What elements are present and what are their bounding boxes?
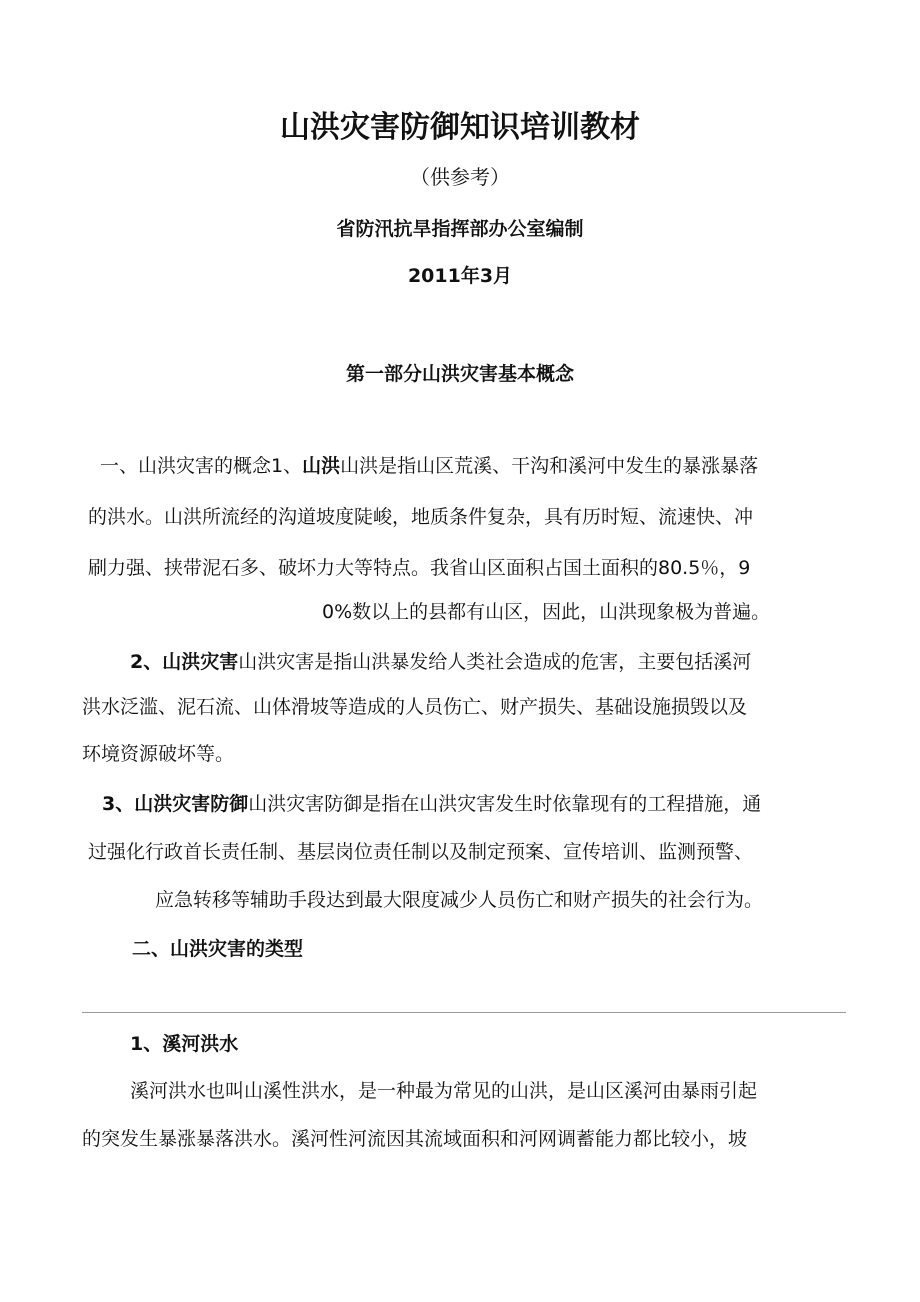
subsection-1-heading: 1、溪河洪水 (130, 1033, 239, 1055)
paragraph-3-line-2: 过强化行政首长责任制、基层岗位责任制以及制定预案、宣传培训、监测预警、 (88, 841, 754, 863)
paragraph-1-term: 山洪 (302, 455, 341, 477)
paragraph-2-line-2: 洪水泛滥、泥石流、山体滑坡等造成的人员伤亡、财产损失、基础设施损毁以及 (82, 696, 748, 718)
paragraph-3-term: 3、山洪灾害防御 (102, 793, 249, 815)
document-subtitle: （供参考） (410, 165, 510, 189)
paragraph-1-prefix: 一、山洪灾害的概念1、 (100, 455, 303, 477)
paragraph-3-line-3: 应急转移等辅助手段达到最大限度减少人员伤亡和财产损失的社会行为。 (155, 889, 764, 911)
paragraph-2-line-1 (130, 648, 751, 676)
paragraph-2-line-3: 环境资源破坏等。 (82, 743, 235, 765)
paragraph-3-text: 山洪灾害防御是指在山洪灾害发生时依靠现有的工程措施，通 (248, 793, 762, 815)
paragraph-1-text: 山洪是指山区荒溪、干沟和溪河中发生的暴涨暴落 (340, 455, 759, 477)
page-divider (82, 1012, 846, 1013)
document-date: 2011年3月 (407, 265, 513, 287)
paragraph-2-text: 山洪灾害是指山洪暴发给人类社会造成的危害，主要包括溪河 (238, 651, 752, 673)
document-title: 山洪灾害防御知识培训教材 (280, 110, 640, 145)
paragraph-1-line-2: 的洪水。山洪所流经的沟道坡度陡峻，地质条件复杂，具有历时短、流速快、冲 (88, 506, 754, 528)
document-author: 省防汛抗旱指挥部办公室编制 (336, 218, 584, 240)
paragraph-1-line-3: 刷力强、挟带泥石多、破坏力大等特点。我省山区面积占国土面积的80.5％，9 (88, 557, 751, 579)
section-2-heading: 二、山洪灾害的类型 (132, 938, 304, 960)
paragraph-1-line-4: 0%数以上的县都有山区，因此，山洪现象极为普遍。 (322, 601, 771, 623)
subsection-1-line-1: 溪河洪水也叫山溪性洪水，是一种最为常见的山洪，是山区溪河由暴雨引起 (130, 1080, 758, 1102)
paragraph-1-line-1 (100, 452, 758, 480)
subsection-1-line-2: 的突发生暴涨暴落洪水。溪河性河流因其流域面积和河网调蓄能力都比较小，坡 (82, 1128, 748, 1150)
paragraph-3-line-1 (102, 790, 761, 818)
part-heading: 第一部分山洪灾害基本概念 (345, 363, 574, 385)
paragraph-2-term: 2、山洪灾害 (130, 651, 239, 673)
